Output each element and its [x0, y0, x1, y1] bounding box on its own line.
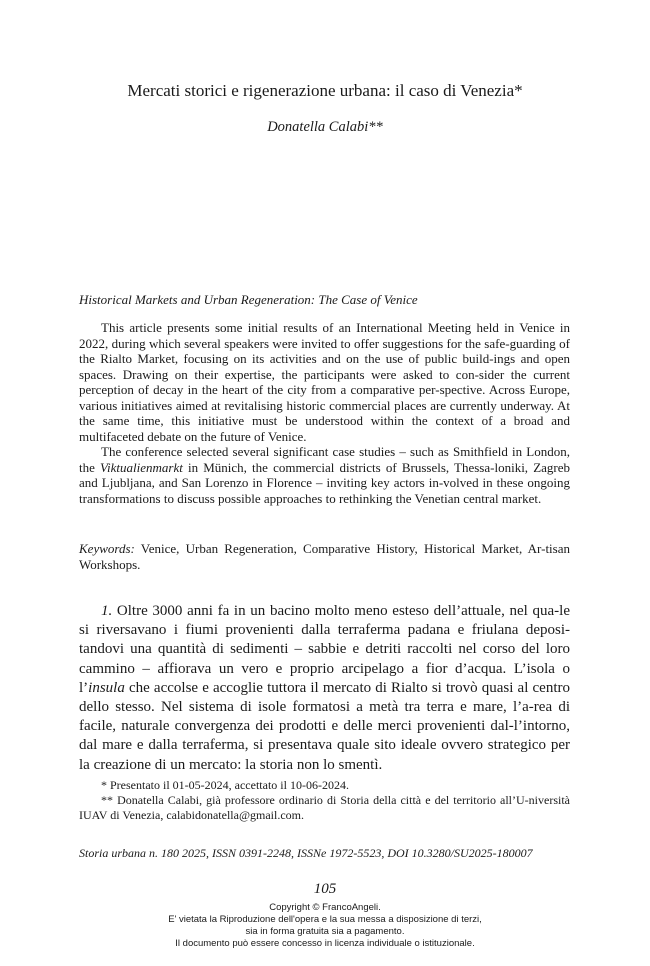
- abstract-p2-text-start: The conference selected several significant case studies – such as Smithfield in London, the: [79, 444, 570, 475]
- body-text-end: che accolse e accoglie tuttora il mercato di Rialto si trovò quasi al centro dello stesso. Nel sistema di isole formatosi a metà tra terra e mare, l’a-rea di facile, naturale convergenza dei prodotti e delle merci provenienti dal-l’intorno, dal mare e dalla terraferma, si presentava quale sito ideale ovvero strategico per la creazione di un mercato: la storia non lo smentì.: [79, 679, 570, 773]
- abstract-paragraph-2: [79, 444, 570, 506]
- abstract-p2-italic-term: Viktualienmarkt: [100, 459, 183, 475]
- section-number: 1.: [101, 603, 113, 619]
- footnote-2: ** Donatella Calabi, già professore ordinario di Storia della città e del territorio all’U-niversità IUAV di Venezia, calabidonatella@gmail.com.: [79, 793, 570, 822]
- journal-citation: Storia urbana n. 180 2025, ISSN 0391-2248, ISSNe 1972-5523, DOI 10.3280/SU2025-180007: [79, 846, 533, 860]
- keywords: [79, 541, 570, 572]
- copyright-line-1: Copyright © FrancoAngeli.: [269, 902, 381, 913]
- page-number: 105: [313, 881, 337, 897]
- english-title: Historical Markets and Urban Regeneration: The Case of Venice: [79, 292, 418, 307]
- body-paragraph: [79, 602, 570, 775]
- copyright-notice: [0, 902, 650, 950]
- article-author: Donatella Calabi**: [267, 119, 383, 135]
- abstract: [79, 320, 570, 506]
- keywords-text: Venice, Urban Regeneration, Comparative History, Historical Market, Ar-tisan Workshops.: [79, 541, 570, 572]
- copyright-line-4: Il documento può essere concesso in licenza individuale o istituzionale.: [175, 938, 475, 949]
- footnotes: [79, 778, 570, 823]
- article-title: Mercati storici e rigenerazione urbana: il caso di Venezia*: [127, 81, 523, 100]
- body-italic-term: insula: [88, 679, 125, 696]
- copyright-line-3: sia in forma gratuita sia a pagamento.: [245, 926, 405, 937]
- footnote-1: * Presentato il 01-05-2024, accettato il 10-06-2024.: [101, 778, 349, 792]
- copyright-line-2: E' vietata la Riproduzione dell'opera e la sua messa a disposizione di terzi,: [168, 914, 482, 925]
- body-text-start: Oltre 3000 anni fa in un bacino molto meno esteso dell’attuale, nel qua-le si riversavano i fiumi provenienti dalla terraferma padana e friulana deposi-tandovi una quantità di sedimenti – sabbie e detriti raccolti nel corso del loro cammino – affiorava un vero e proprio arcipelago a fior d’acqua. L’isola o l’: [79, 603, 570, 696]
- keywords-label: Keywords:: [79, 541, 135, 556]
- abstract-paragraph-1: This article presents some initial results of an International Meeting held in Venice in 2022, during which several speakers were invited to offer suggestions for the safe-guarding of the Rialto Market, focusing on its activities and on the use of public build-ings and open spaces. Drawing on their expertise, the participants were asked to con-sider the current perception of decay in the heart of the city from a comparative per-spective. Across Europe, various initiatives aimed at revitalising historic commercial places are currently underway. At the same time, this initiative must be understood within the context of a broad and multifaceted debate on the future of Venice.: [79, 320, 570, 444]
- abstract-p2-text-end: in Münich, the commercial districts of Brussels, Thessa-loniki, Zagreb and Ljubljana, and San Lorenzo in Florence – inviting key actors in-volved in these ongoing transformations to discuss possible approaches to rethinking the Venetian central market.: [79, 459, 570, 506]
